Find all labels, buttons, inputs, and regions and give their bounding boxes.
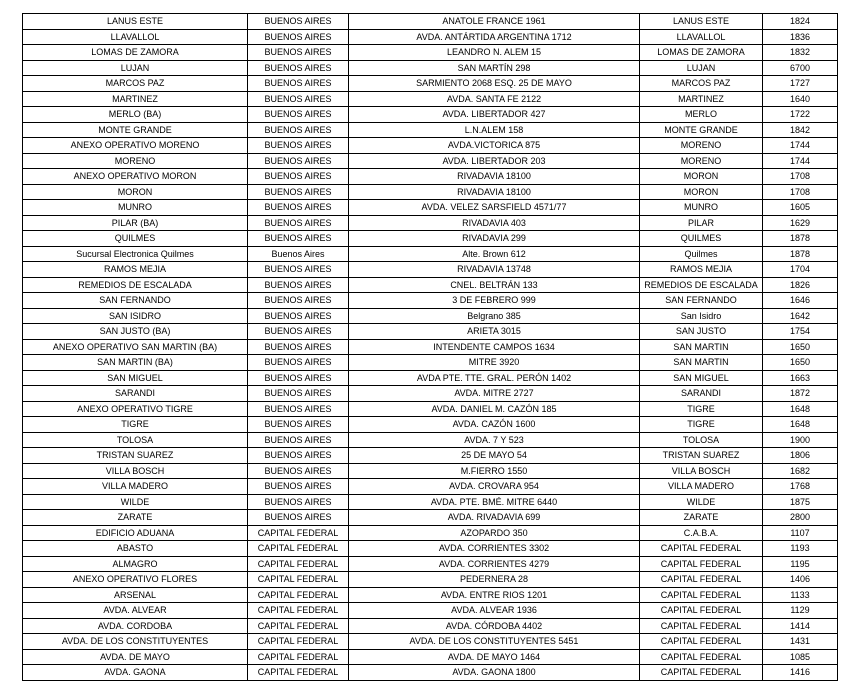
postal-code-cell: 1648 xyxy=(763,417,838,433)
postal-code-cell: 1744 xyxy=(763,138,838,154)
address-cell: MITRE 3920 xyxy=(349,355,640,371)
locality-cell: SARANDI xyxy=(640,386,763,402)
postal-code-cell: 1768 xyxy=(763,479,838,495)
postal-code-cell: 1826 xyxy=(763,277,838,293)
branch-name-cell: LANUS ESTE xyxy=(23,14,248,30)
province-cell: BUENOS AIRES xyxy=(248,324,349,340)
table-row xyxy=(23,308,838,324)
postal-code-cell: 1416 xyxy=(763,665,838,681)
branch-name-cell: ARSENAL xyxy=(23,587,248,603)
province-cell: CAPITAL FEDERAL xyxy=(248,649,349,665)
table-row xyxy=(23,200,838,216)
province-cell: CAPITAL FEDERAL xyxy=(248,603,349,619)
postal-code-cell: 1431 xyxy=(763,634,838,650)
locality-cell: SAN MIGUEL xyxy=(640,370,763,386)
branch-name-cell: MONTE GRANDE xyxy=(23,122,248,138)
postal-code-cell: 1872 xyxy=(763,386,838,402)
table-row xyxy=(23,370,838,386)
province-cell: BUENOS AIRES xyxy=(248,308,349,324)
branch-name-cell: LOMAS DE ZAMORA xyxy=(23,45,248,61)
table-row xyxy=(23,572,838,588)
postal-code-cell: 1754 xyxy=(763,324,838,340)
branch-name-cell: MERLO (BA) xyxy=(23,107,248,123)
province-cell: BUENOS AIRES xyxy=(248,277,349,293)
locality-cell: TIGRE xyxy=(640,401,763,417)
postal-code-cell: 1663 xyxy=(763,370,838,386)
address-cell: AVDA. DE LOS CONSTITUYENTES 5451 xyxy=(349,634,640,650)
branch-name-cell: AVDA. GAONA xyxy=(23,665,248,681)
table-row xyxy=(23,76,838,92)
branch-name-cell: AVDA. DE LOS CONSTITUYENTES xyxy=(23,634,248,650)
locality-cell: MORON xyxy=(640,184,763,200)
table-row xyxy=(23,510,838,526)
postal-code-cell: 1085 xyxy=(763,649,838,665)
locality-cell: TRISTAN SUAREZ xyxy=(640,448,763,464)
province-cell: CAPITAL FEDERAL xyxy=(248,572,349,588)
postal-code-cell: 1133 xyxy=(763,587,838,603)
branch-name-cell: MUNRO xyxy=(23,200,248,216)
postal-code-cell: 2800 xyxy=(763,510,838,526)
branch-name-cell: PILAR (BA) xyxy=(23,215,248,231)
branch-name-cell: Sucursal Electronica Quilmes xyxy=(23,246,248,262)
table-row xyxy=(23,556,838,572)
branch-name-cell: SAN MIGUEL xyxy=(23,370,248,386)
postal-code-cell: 1878 xyxy=(763,231,838,247)
branch-name-cell: MORON xyxy=(23,184,248,200)
postal-code-cell: 1704 xyxy=(763,262,838,278)
table-row xyxy=(23,618,838,634)
postal-code-cell: 1646 xyxy=(763,293,838,309)
postal-code-cell: 1900 xyxy=(763,432,838,448)
table-row xyxy=(23,231,838,247)
province-cell: BUENOS AIRES xyxy=(248,184,349,200)
postal-code-cell: 1642 xyxy=(763,308,838,324)
locality-cell: MERLO xyxy=(640,107,763,123)
locality-cell: CAPITAL FEDERAL xyxy=(640,603,763,619)
branch-name-cell: SARANDI xyxy=(23,386,248,402)
locality-cell: San Isidro xyxy=(640,308,763,324)
postal-code-cell: 1744 xyxy=(763,153,838,169)
province-cell: BUENOS AIRES xyxy=(248,29,349,45)
address-cell: INTENDENTE CAMPOS 1634 xyxy=(349,339,640,355)
locality-cell: WILDE xyxy=(640,494,763,510)
table-row xyxy=(23,479,838,495)
table-row xyxy=(23,634,838,650)
branch-name-cell: ABASTO xyxy=(23,541,248,557)
table-row xyxy=(23,339,838,355)
branch-name-cell: SAN FERNANDO xyxy=(23,293,248,309)
postal-code-cell: 1650 xyxy=(763,339,838,355)
branch-name-cell: SAN ISIDRO xyxy=(23,308,248,324)
branch-name-cell: MARCOS PAZ xyxy=(23,76,248,92)
address-cell: M.FIERRO 1550 xyxy=(349,463,640,479)
locality-cell: SAN MARTIN xyxy=(640,355,763,371)
province-cell: CAPITAL FEDERAL xyxy=(248,525,349,541)
locality-cell: SAN FERNANDO xyxy=(640,293,763,309)
table-row xyxy=(23,107,838,123)
province-cell: CAPITAL FEDERAL xyxy=(248,556,349,572)
postal-code-cell: 1875 xyxy=(763,494,838,510)
locality-cell: LANUS ESTE xyxy=(640,14,763,30)
branch-name-cell: LUJAN xyxy=(23,60,248,76)
province-cell: CAPITAL FEDERAL xyxy=(248,618,349,634)
branch-name-cell: VILLA BOSCH xyxy=(23,463,248,479)
branch-name-cell: ANEXO OPERATIVO MORON xyxy=(23,169,248,185)
locality-cell: LLAVALLOL xyxy=(640,29,763,45)
table-row xyxy=(23,215,838,231)
address-cell: AVDA. ANTÁRTIDA ARGENTINA 1712 xyxy=(349,29,640,45)
table-row xyxy=(23,665,838,681)
table-row xyxy=(23,91,838,107)
address-cell: SAN MARTÍN 298 xyxy=(349,60,640,76)
branch-name-cell: SAN JUSTO (BA) xyxy=(23,324,248,340)
branch-name-cell: ANEXO OPERATIVO TIGRE xyxy=(23,401,248,417)
province-cell: BUENOS AIRES xyxy=(248,153,349,169)
address-cell: AVDA. ENTRE RIOS 1201 xyxy=(349,587,640,603)
branch-name-cell: AVDA. ALVEAR xyxy=(23,603,248,619)
locality-cell: VILLA MADERO xyxy=(640,479,763,495)
branch-table-sheet xyxy=(22,13,837,681)
table-row xyxy=(23,448,838,464)
postal-code-cell: 1640 xyxy=(763,91,838,107)
province-cell: BUENOS AIRES xyxy=(248,60,349,76)
province-cell: Buenos Aires xyxy=(248,246,349,262)
province-cell: BUENOS AIRES xyxy=(248,463,349,479)
postal-code-cell: 1648 xyxy=(763,401,838,417)
province-cell: BUENOS AIRES xyxy=(248,169,349,185)
province-cell: BUENOS AIRES xyxy=(248,200,349,216)
postal-code-cell: 1414 xyxy=(763,618,838,634)
address-cell: AVDA. CORRIENTES 4279 xyxy=(349,556,640,572)
locality-cell: CAPITAL FEDERAL xyxy=(640,618,763,634)
province-cell: BUENOS AIRES xyxy=(248,386,349,402)
province-cell: CAPITAL FEDERAL xyxy=(248,587,349,603)
postal-code-cell: 1722 xyxy=(763,107,838,123)
branch-name-cell: AVDA. DE MAYO xyxy=(23,649,248,665)
address-cell: AVDA. 7 Y 523 xyxy=(349,432,640,448)
table-row xyxy=(23,386,838,402)
address-cell: AVDA. DE MAYO 1464 xyxy=(349,649,640,665)
branch-name-cell: ANEXO OPERATIVO MORENO xyxy=(23,138,248,154)
address-cell: AVDA. MITRE 2727 xyxy=(349,386,640,402)
province-cell: BUENOS AIRES xyxy=(248,417,349,433)
address-cell: SARMIENTO 2068 ESQ. 25 DE MAYO xyxy=(349,76,640,92)
locality-cell: SAN MARTIN xyxy=(640,339,763,355)
province-cell: BUENOS AIRES xyxy=(248,91,349,107)
locality-cell: PILAR xyxy=(640,215,763,231)
table-row xyxy=(23,14,838,30)
table-row xyxy=(23,138,838,154)
locality-cell: MORENO xyxy=(640,138,763,154)
table-row xyxy=(23,169,838,185)
postal-code-cell: 6700 xyxy=(763,60,838,76)
province-cell: BUENOS AIRES xyxy=(248,107,349,123)
locality-cell: REMEDIOS DE ESCALADA xyxy=(640,277,763,293)
address-cell: AVDA. DANIEL M. CAZÓN 185 xyxy=(349,401,640,417)
address-cell: CNEL. BELTRÁN 133 xyxy=(349,277,640,293)
province-cell: BUENOS AIRES xyxy=(248,370,349,386)
province-cell: BUENOS AIRES xyxy=(248,355,349,371)
table-row xyxy=(23,603,838,619)
locality-cell: QUILMES xyxy=(640,231,763,247)
address-cell: AZOPARDO 350 xyxy=(349,525,640,541)
branch-name-cell: ALMAGRO xyxy=(23,556,248,572)
locality-cell: CAPITAL FEDERAL xyxy=(640,649,763,665)
address-cell: ARIETA 3015 xyxy=(349,324,640,340)
province-cell: BUENOS AIRES xyxy=(248,215,349,231)
address-cell: AVDA. GAONA 1800 xyxy=(349,665,640,681)
branch-table xyxy=(22,13,838,681)
postal-code-cell: 1605 xyxy=(763,200,838,216)
province-cell: BUENOS AIRES xyxy=(248,494,349,510)
province-cell: BUENOS AIRES xyxy=(248,76,349,92)
locality-cell: TOLOSA xyxy=(640,432,763,448)
branch-name-cell: AVDA. CORDOBA xyxy=(23,618,248,634)
postal-code-cell: 1650 xyxy=(763,355,838,371)
locality-cell: C.A.B.A. xyxy=(640,525,763,541)
postal-code-cell: 1708 xyxy=(763,184,838,200)
table-row xyxy=(23,649,838,665)
address-cell: Alte. Brown 612 xyxy=(349,246,640,262)
locality-cell: Quilmes xyxy=(640,246,763,262)
province-cell: BUENOS AIRES xyxy=(248,510,349,526)
table-row xyxy=(23,463,838,479)
province-cell: CAPITAL FEDERAL xyxy=(248,541,349,557)
locality-cell: MUNRO xyxy=(640,200,763,216)
branch-name-cell: REMEDIOS DE ESCALADA xyxy=(23,277,248,293)
branch-name-cell: TOLOSA xyxy=(23,432,248,448)
branch-name-cell: VILLA MADERO xyxy=(23,479,248,495)
locality-cell: MARCOS PAZ xyxy=(640,76,763,92)
branch-name-cell: LLAVALLOL xyxy=(23,29,248,45)
branch-name-cell: MARTINEZ xyxy=(23,91,248,107)
locality-cell: CAPITAL FEDERAL xyxy=(640,541,763,557)
province-cell: CAPITAL FEDERAL xyxy=(248,634,349,650)
address-cell: RIVADAVIA 18100 xyxy=(349,184,640,200)
province-cell: BUENOS AIRES xyxy=(248,293,349,309)
province-cell: BUENOS AIRES xyxy=(248,448,349,464)
address-cell: PEDERNERA 28 xyxy=(349,572,640,588)
province-cell: BUENOS AIRES xyxy=(248,122,349,138)
table-row xyxy=(23,432,838,448)
address-cell: RIVADAVIA 299 xyxy=(349,231,640,247)
address-cell: 25 DE MAYO 54 xyxy=(349,448,640,464)
address-cell: Belgrano 385 xyxy=(349,308,640,324)
locality-cell: MARTINEZ xyxy=(640,91,763,107)
address-cell: AVDA. PTE. BMÉ. MITRE 6440 xyxy=(349,494,640,510)
postal-code-cell: 1824 xyxy=(763,14,838,30)
locality-cell: CAPITAL FEDERAL xyxy=(640,572,763,588)
branch-name-cell: ANEXO OPERATIVO SAN MARTIN (BA) xyxy=(23,339,248,355)
address-cell: L.N.ALEM 158 xyxy=(349,122,640,138)
table-row xyxy=(23,541,838,557)
branch-table-body xyxy=(23,14,838,681)
locality-cell: CAPITAL FEDERAL xyxy=(640,587,763,603)
province-cell: CAPITAL FEDERAL xyxy=(248,665,349,681)
postal-code-cell: 1629 xyxy=(763,215,838,231)
locality-cell: CAPITAL FEDERAL xyxy=(640,634,763,650)
postal-code-cell: 1129 xyxy=(763,603,838,619)
locality-cell: VILLA BOSCH xyxy=(640,463,763,479)
branch-name-cell: RAMOS MEJIA xyxy=(23,262,248,278)
address-cell: AVDA. LIBERTADOR 203 xyxy=(349,153,640,169)
table-row xyxy=(23,184,838,200)
branch-name-cell: TRISTAN SUAREZ xyxy=(23,448,248,464)
branch-name-cell: TIGRE xyxy=(23,417,248,433)
table-row xyxy=(23,262,838,278)
address-cell: AVDA. SANTA FE 2122 xyxy=(349,91,640,107)
table-row xyxy=(23,293,838,309)
table-row xyxy=(23,60,838,76)
address-cell: LEANDRO N. ALEM 15 xyxy=(349,45,640,61)
postal-code-cell: 1107 xyxy=(763,525,838,541)
table-row xyxy=(23,525,838,541)
postal-code-cell: 1842 xyxy=(763,122,838,138)
branch-name-cell: WILDE xyxy=(23,494,248,510)
table-row xyxy=(23,494,838,510)
postal-code-cell: 1878 xyxy=(763,246,838,262)
locality-cell: CAPITAL FEDERAL xyxy=(640,556,763,572)
province-cell: BUENOS AIRES xyxy=(248,479,349,495)
table-row xyxy=(23,401,838,417)
address-cell: ANATOLE FRANCE 1961 xyxy=(349,14,640,30)
province-cell: BUENOS AIRES xyxy=(248,138,349,154)
branch-name-cell: EDIFICIO ADUANA xyxy=(23,525,248,541)
locality-cell: RAMOS MEJIA xyxy=(640,262,763,278)
branch-name-cell: ZARATE xyxy=(23,510,248,526)
address-cell: AVDA. RIVADAVIA 699 xyxy=(349,510,640,526)
locality-cell: LUJAN xyxy=(640,60,763,76)
locality-cell: ZARATE xyxy=(640,510,763,526)
table-row xyxy=(23,153,838,169)
table-row xyxy=(23,45,838,61)
postal-code-cell: 1195 xyxy=(763,556,838,572)
address-cell: AVDA. CAZÓN 1600 xyxy=(349,417,640,433)
postal-code-cell: 1806 xyxy=(763,448,838,464)
address-cell: AVDA. CROVARA 954 xyxy=(349,479,640,495)
postal-code-cell: 1193 xyxy=(763,541,838,557)
province-cell: BUENOS AIRES xyxy=(248,262,349,278)
locality-cell: CAPITAL FEDERAL xyxy=(640,665,763,681)
address-cell: AVDA. LIBERTADOR 427 xyxy=(349,107,640,123)
locality-cell: LOMAS DE ZAMORA xyxy=(640,45,763,61)
locality-cell: TIGRE xyxy=(640,417,763,433)
table-row xyxy=(23,29,838,45)
province-cell: BUENOS AIRES xyxy=(248,401,349,417)
address-cell: AVDA.VICTORICA 875 xyxy=(349,138,640,154)
province-cell: BUENOS AIRES xyxy=(248,432,349,448)
postal-code-cell: 1406 xyxy=(763,572,838,588)
address-cell: AVDA. CORRIENTES 3302 xyxy=(349,541,640,557)
postal-code-cell: 1708 xyxy=(763,169,838,185)
postal-code-cell: 1727 xyxy=(763,76,838,92)
address-cell: AVDA. CÓRDOBA 4402 xyxy=(349,618,640,634)
locality-cell: SAN JUSTO xyxy=(640,324,763,340)
locality-cell: MONTE GRANDE xyxy=(640,122,763,138)
table-row xyxy=(23,355,838,371)
table-row xyxy=(23,417,838,433)
province-cell: BUENOS AIRES xyxy=(248,339,349,355)
branch-name-cell: MORENO xyxy=(23,153,248,169)
table-row xyxy=(23,246,838,262)
address-cell: AVDA PTE. TTE. GRAL. PERÓN 1402 xyxy=(349,370,640,386)
address-cell: AVDA. ALVEAR 1936 xyxy=(349,603,640,619)
branch-name-cell: QUILMES xyxy=(23,231,248,247)
locality-cell: MORENO xyxy=(640,153,763,169)
table-row xyxy=(23,277,838,293)
table-row xyxy=(23,324,838,340)
province-cell: BUENOS AIRES xyxy=(248,231,349,247)
address-cell: RIVADAVIA 13748 xyxy=(349,262,640,278)
province-cell: BUENOS AIRES xyxy=(248,14,349,30)
province-cell: BUENOS AIRES xyxy=(248,45,349,61)
branch-name-cell: ANEXO OPERATIVO FLORES xyxy=(23,572,248,588)
address-cell: 3 DE FEBRERO 999 xyxy=(349,293,640,309)
locality-cell: MORON xyxy=(640,169,763,185)
table-row xyxy=(23,587,838,603)
postal-code-cell: 1682 xyxy=(763,463,838,479)
branch-name-cell: SAN MARTIN (BA) xyxy=(23,355,248,371)
address-cell: AVDA. VELEZ SARSFIELD 4571/77 xyxy=(349,200,640,216)
postal-code-cell: 1832 xyxy=(763,45,838,61)
address-cell: RIVADAVIA 403 xyxy=(349,215,640,231)
table-row xyxy=(23,122,838,138)
address-cell: RIVADAVIA 18100 xyxy=(349,169,640,185)
postal-code-cell: 1836 xyxy=(763,29,838,45)
